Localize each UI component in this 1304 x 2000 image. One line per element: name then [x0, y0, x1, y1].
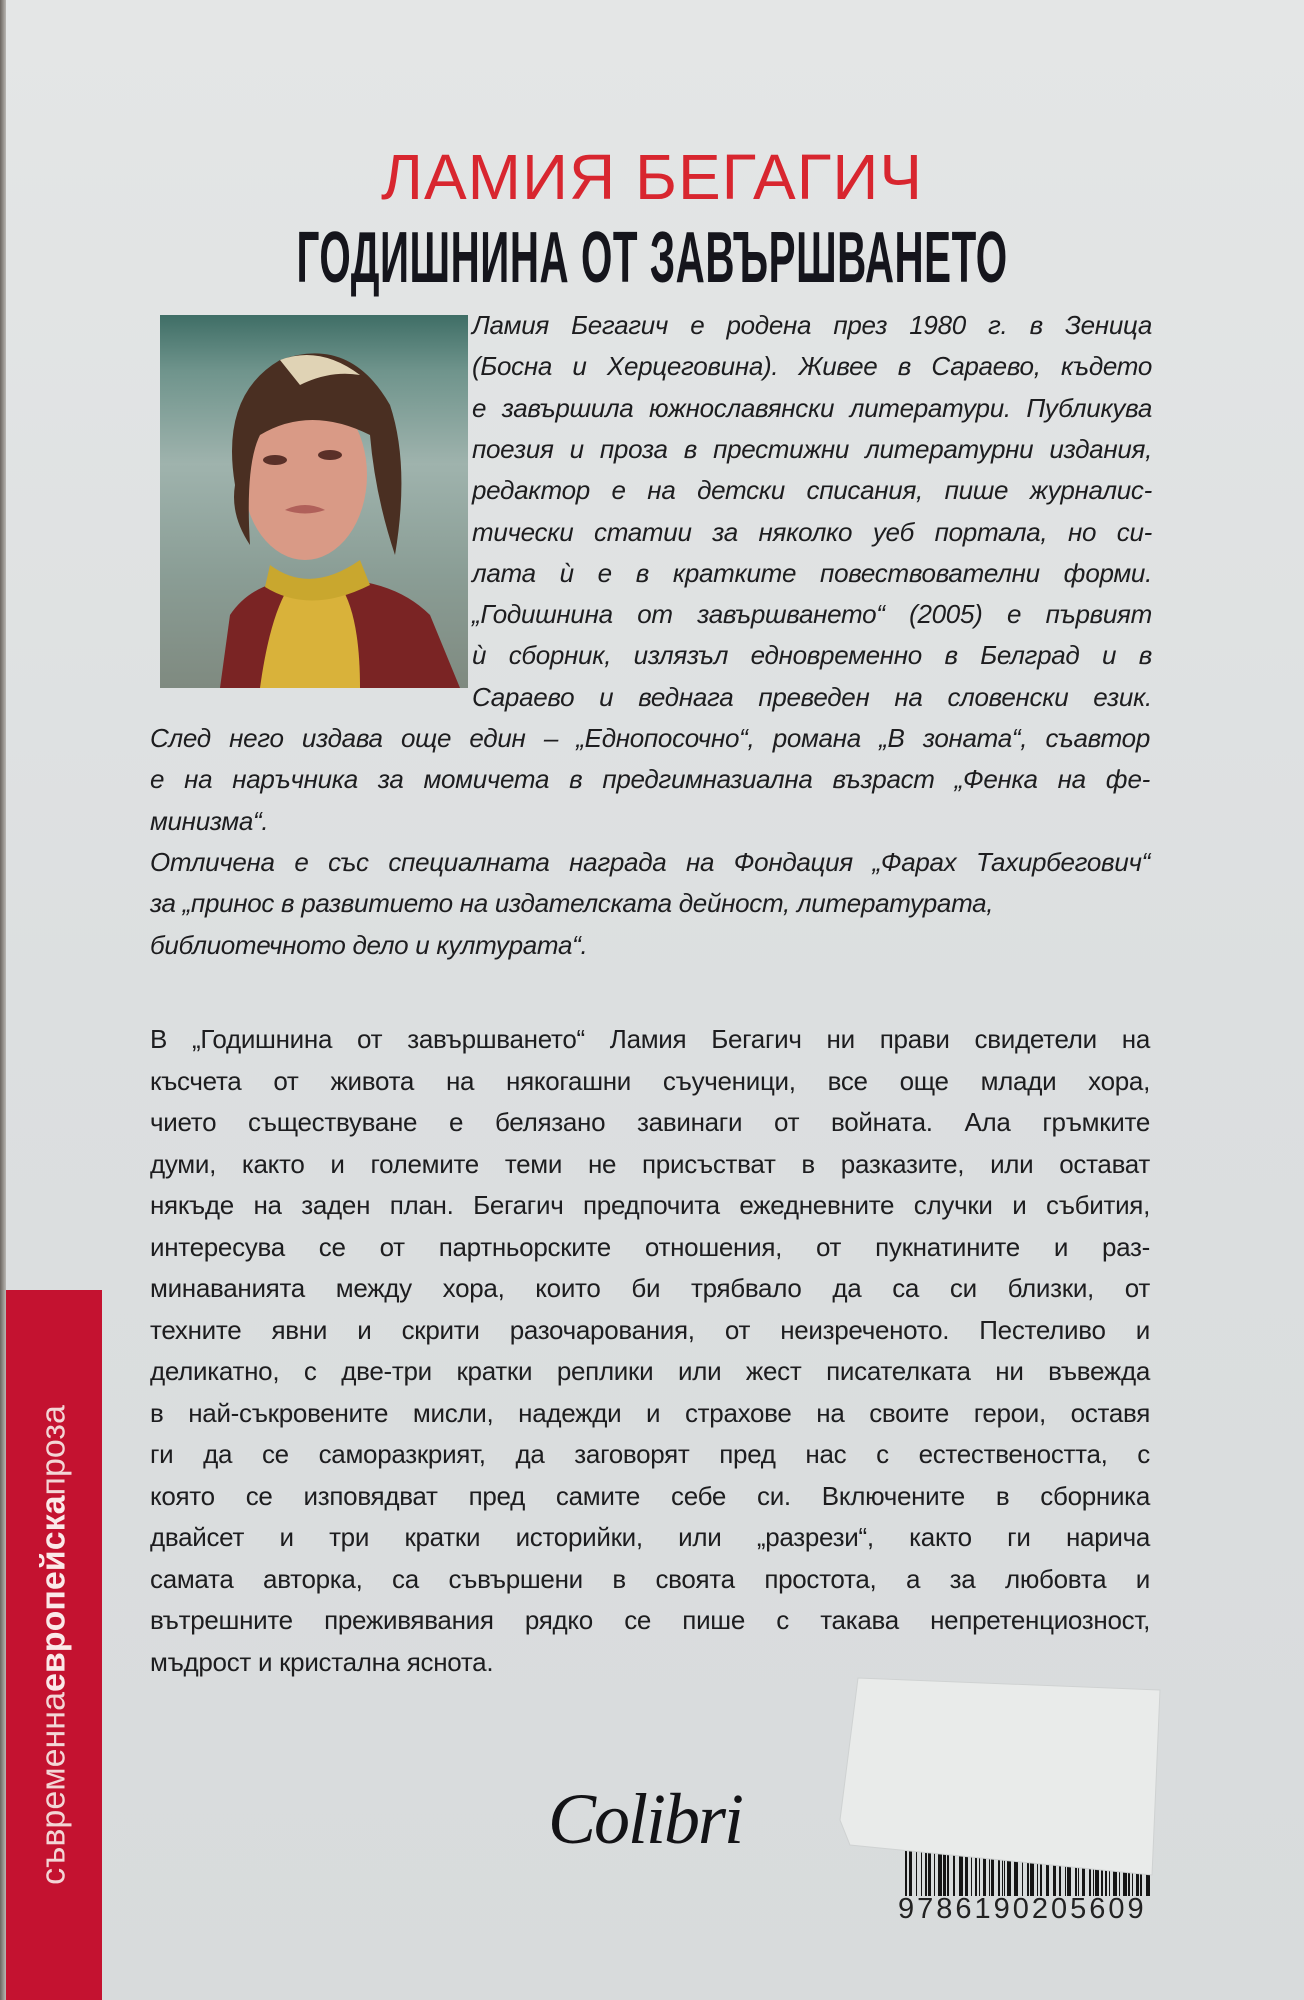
- text-line: интересува се от партньорските отношения, от пукнатините и раз-: [150, 1231, 1150, 1262]
- text-line: е завършила южнославянски литератури. Публикува: [472, 392, 1152, 423]
- series-bold: европейска: [34, 1495, 73, 1692]
- author-photo: [160, 315, 468, 688]
- series-prefix: съвременна: [34, 1692, 73, 1885]
- text-line: ги да се саморазкрият, да заговорят пред нас с естествеността, с: [150, 1439, 1150, 1469]
- text-line: чието съществуване е белязано завинаги от войната. Ала гръмките: [150, 1107, 1150, 1137]
- text-line: вътрешните преживявания рядко се пише с такава непретенциозност,: [150, 1605, 1150, 1635]
- text-line: поезия и проза в престижни литературни издания,: [472, 433, 1152, 464]
- text-line: някъде на заден план. Бегагич предпочита ежедневните случки и събития,: [150, 1190, 1150, 1220]
- text-line: В „Годишнина от завършването“ Ламия Бегагич ни прави свидетели на: [150, 1024, 1150, 1054]
- book-title-text: ГОДИШНИНА ОТ ЗАВЪРШВАНЕТО: [296, 218, 1008, 298]
- text-line: (Босна и Херцеговина). Живее в Сараево, където: [472, 351, 1152, 382]
- text-line: е на наръчника за момичета в предгимназиална възраст „Фенка на фе-: [150, 764, 1150, 795]
- text-line: думи, както и големите теми не присъстват в разказите, или остават: [150, 1148, 1150, 1179]
- text-line: „Годишнина от завършването“ (2005) е първият: [472, 599, 1152, 630]
- text-line: минаванията между хора, които би трябвало да са си близки, от: [150, 1273, 1150, 1303]
- text-line: деликатно, с две-три кратки реплики или жест писателката ни въвежда: [150, 1356, 1150, 1386]
- text-line: След него издава още един – „Еднопосочно“, романа „В зоната“, съавтор: [150, 723, 1150, 753]
- text-line: техните явни и скрити разочарования, от неизреченото. Пестеливо и: [150, 1314, 1150, 1345]
- text-line: мъдрост и кристална яснота.: [150, 1646, 494, 1677]
- series-suffix: проза: [34, 1405, 73, 1496]
- text-line: Ламия Бегагич е родена през 1980 г. в Зеница: [472, 310, 1152, 340]
- price-sticker: [830, 1670, 1170, 1890]
- text-line: в най-съкровените мисли, надежди и страхове на своите герои, оставя: [150, 1397, 1150, 1428]
- text-line: късчета от живота на някогашни съученици, все още млади хора,: [150, 1065, 1150, 1096]
- author-name: ЛАМИЯ БЕГАГИЧ: [380, 141, 924, 213]
- text-line: тически статии за няколко уеб портала, но си-: [472, 516, 1152, 547]
- text-line: самата авторка, са съвършени в своята простота, а за любовта и: [150, 1563, 1150, 1594]
- author-portrait-image: [160, 315, 468, 688]
- text-line: ѝ сборник, излязъл едновременно в Белград и в: [472, 640, 1152, 671]
- series-name: [35, 1405, 74, 1885]
- book-title: [0, 218, 1304, 318]
- isbn-number: 9786190205609: [898, 1893, 1147, 1925]
- series-band: [6, 1290, 102, 2000]
- text-line: библиотечното дело и културата“.: [150, 929, 588, 960]
- text-line: за „принос в развитието на издателската дейност, литературата,: [150, 888, 994, 919]
- text-line: двайсет и три кратки историйки, или „разрези“, както ги нарича: [150, 1522, 1150, 1552]
- text-line: редактор е на детски списания, пише журналис-: [472, 475, 1152, 506]
- text-line: лата ѝ е в кратките повествователни форми.: [472, 557, 1152, 588]
- text-line: минизма“.: [150, 805, 269, 836]
- text-line: Отличена е със специалната награда на Фондация „Фарах Тахирбегович“: [150, 846, 1150, 877]
- text-line: която се изповядват пред самите себе си. Включените в сборника: [150, 1480, 1150, 1511]
- text-line: Сараево и веднага преведен на словенски език.: [472, 681, 1152, 712]
- publisher-logo: Colibri: [548, 1779, 743, 1859]
